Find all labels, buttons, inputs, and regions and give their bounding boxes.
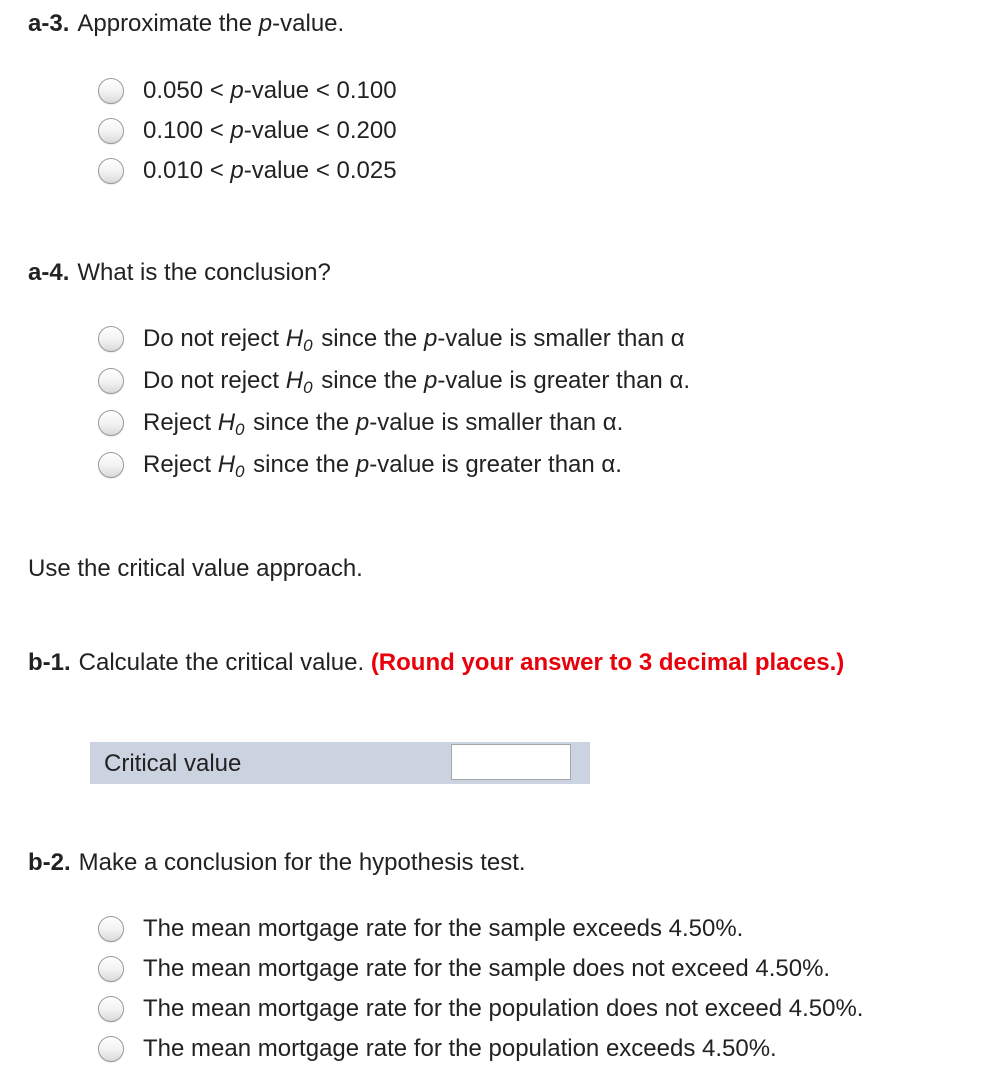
question-text: Calculate the critical value. (78, 649, 365, 676)
b2-option-4[interactable] (98, 1029, 863, 1069)
text-part: -value < 0.025 (243, 157, 397, 184)
subscript: 0 (303, 336, 313, 355)
question-text: What is the conclusion? (77, 259, 331, 286)
option-label: The mean mortgage rate for the sample exceeds 4.50%. (143, 915, 744, 942)
radio-button[interactable] (98, 158, 124, 184)
question-text: Make a conclusion for the hypothesis test. (78, 849, 526, 876)
text-italic: p (230, 77, 244, 104)
a3-options (98, 71, 397, 191)
option-label: The mean mortgage rate for the population does not exceed 4.50%. (143, 995, 864, 1022)
a3-option-2[interactable] (98, 111, 397, 151)
radio-button[interactable] (98, 452, 124, 478)
radio-button[interactable] (98, 410, 124, 436)
text-part: -value < 0.100 (243, 77, 397, 104)
text-part: 0.100 < (143, 117, 231, 144)
a4-option-1[interactable] (98, 318, 690, 360)
text-italic: p (355, 451, 370, 478)
question-number: a-3. (28, 10, 70, 37)
text-part: -value is smaller than α. (369, 409, 624, 436)
option-label (143, 367, 690, 395)
b2-option-1[interactable] (98, 909, 863, 949)
critical-value-row (90, 742, 590, 784)
text-italic: p (258, 10, 273, 37)
a3-option-3[interactable] (98, 151, 397, 191)
text-italic: p (230, 157, 244, 184)
subscript: 0 (303, 378, 313, 397)
radio-button[interactable] (98, 368, 124, 394)
question-b2-heading (28, 849, 526, 877)
option-label: The mean mortgage rate for the sample does not exceed 4.50%. (143, 955, 831, 982)
question-number: a-4. (28, 259, 70, 286)
text-part: since the (246, 451, 356, 478)
radio-button[interactable] (98, 916, 124, 942)
option-label (143, 157, 397, 185)
text-part: -value is smaller than α (437, 325, 685, 352)
a4-option-3[interactable] (98, 402, 690, 444)
question-a3-heading (28, 10, 344, 38)
text-part: since the (246, 409, 356, 436)
text-italic: H (217, 409, 236, 436)
question-b1-heading (28, 649, 844, 677)
critical-value-label: Critical value (104, 750, 242, 777)
radio-button[interactable] (98, 1036, 124, 1062)
question-number: b-1. (28, 649, 71, 676)
radio-button[interactable] (98, 78, 124, 104)
radio-button[interactable] (98, 996, 124, 1022)
option-label (143, 117, 397, 145)
text-part: -value is greater than α. (369, 451, 622, 478)
question-a4-heading (28, 259, 331, 287)
text-italic: H (285, 325, 304, 352)
a4-option-2[interactable] (98, 360, 690, 402)
text-part: -value < 0.200 (243, 117, 397, 144)
text-italic: H (217, 451, 236, 478)
text-italic: H (285, 367, 304, 394)
text-italic: p (423, 325, 438, 352)
text-part: 0.050 < (143, 77, 231, 104)
text-part: -value. (272, 10, 345, 37)
text-part: 0.010 < (143, 157, 231, 184)
b2-options (98, 909, 863, 1069)
text-italic: p (230, 117, 244, 144)
a4-option-4[interactable] (98, 444, 690, 486)
question-text (77, 10, 344, 37)
text-part: Reject (143, 451, 218, 478)
text-italic: p (355, 409, 370, 436)
a4-options (98, 318, 690, 486)
rounding-note: (Round your answer to 3 decimal places.) (370, 649, 845, 676)
subscript: 0 (235, 420, 245, 439)
subscript: 0 (235, 462, 245, 481)
option-label (143, 409, 623, 437)
text-part: since the (314, 325, 424, 352)
radio-button[interactable] (98, 326, 124, 352)
critical-value-input[interactable] (451, 744, 571, 780)
option-label (143, 451, 622, 479)
text-part: Do not reject (143, 325, 286, 352)
option-label (143, 325, 685, 353)
radio-button[interactable] (98, 956, 124, 982)
text-part: Do not reject (143, 367, 286, 394)
text-italic: p (423, 367, 438, 394)
text-part: Approximate the (77, 10, 259, 37)
b2-option-2[interactable] (98, 949, 863, 989)
option-label: The mean mortgage rate for the population exceeds 4.50%. (143, 1035, 777, 1062)
option-label (143, 77, 397, 105)
text-part: Reject (143, 409, 218, 436)
text-part: -value is greater than α. (437, 367, 690, 394)
a3-option-1[interactable] (98, 71, 397, 111)
text-part: since the (314, 367, 424, 394)
question-number: b-2. (28, 849, 71, 876)
radio-button[interactable] (98, 118, 124, 144)
b2-option-3[interactable] (98, 989, 863, 1029)
approach-instruction: Use the critical value approach. (28, 555, 363, 582)
